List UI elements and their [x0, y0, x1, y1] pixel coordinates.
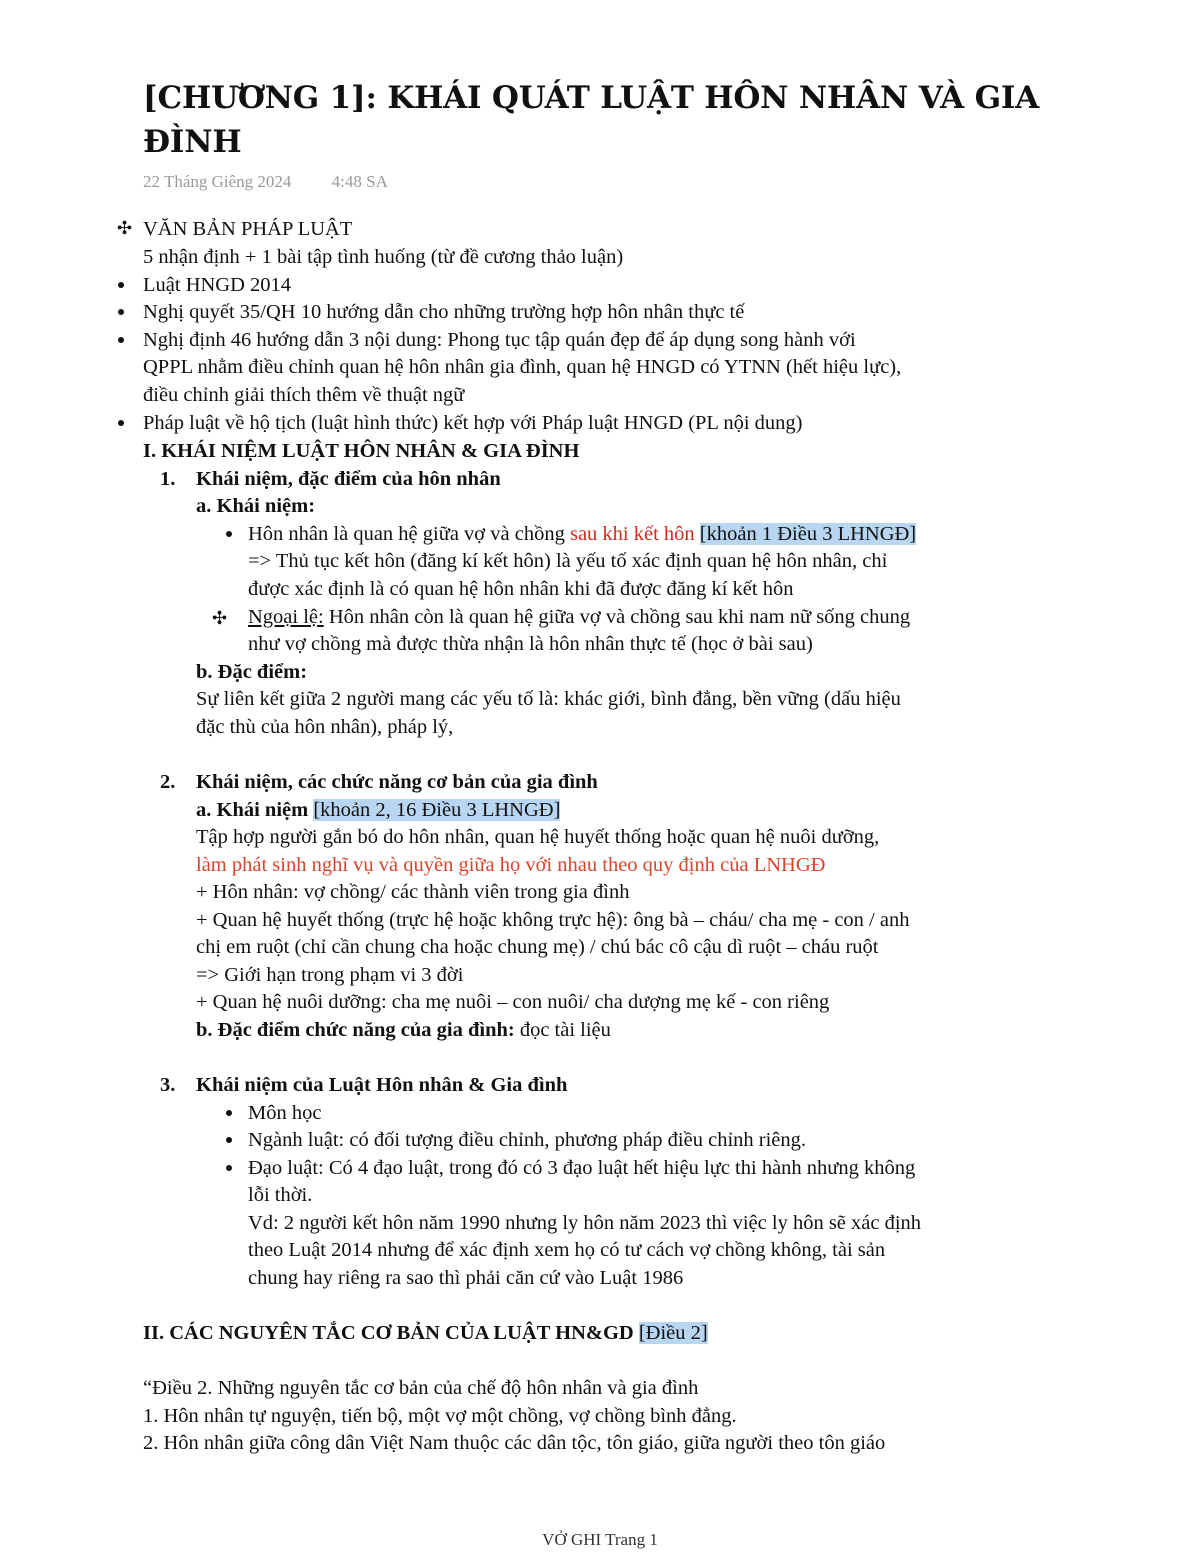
note-date: 22 Tháng Giêng 2024: [143, 172, 292, 191]
item-1-title: Khái niệm, đặc điểm của hôn nhân: [196, 468, 501, 490]
bullet-icon: [226, 1110, 232, 1116]
note-time: 4:48 SA: [331, 172, 388, 191]
subheading-b: [196, 1017, 611, 1044]
note-meta: [143, 172, 424, 192]
list-item-continuation: lỗi thời.: [248, 1184, 313, 1206]
list-item: Đạo luật: Có 4 đạo luật, trong đó có 3 đạo luật hết hiệu lực thi hành nhưng không: [248, 1157, 916, 1179]
item-2-title: Khái niệm, các chức năng cơ bản của gia đình: [196, 771, 598, 793]
subheading-a: a. Khái niệm:: [196, 495, 316, 517]
list-item: Nghị quyết 35/QH 10 hướng dẫn cho những trường hợp hôn nhân thực tế: [143, 301, 745, 323]
bullet-icon: [226, 1165, 232, 1171]
paragraph: + Quan hệ huyết thống (trực hệ hoặc không trực hệ): ông bà – cháu/ cha mẹ - con / anh: [196, 909, 910, 931]
list-item: [248, 521, 916, 548]
quote-line: 2. Hôn nhân giữa công dân Việt Nam thuộc các dân tộc, tôn giáo, giữa người theo tôn giáo: [143, 1432, 886, 1454]
list-item: Pháp luật về hộ tịch (luật hình thức) kết hợp với Pháp luật HNGD (PL nội dung): [143, 412, 803, 434]
list-item: Môn học: [248, 1102, 322, 1124]
paragraph: + Hôn nhân: vợ chồng/ các thành viên trong gia đình: [196, 881, 630, 903]
legal-reference: [Điều 2]: [638, 1322, 708, 1344]
list-item-continuation: chung hay riêng ra sao thì phải căn cứ vào Luật 1986: [248, 1267, 684, 1289]
list-item: Luật HNGD 2014: [143, 274, 292, 296]
exception-line: [248, 604, 910, 631]
paragraph: => Giới hạn trong phạm vi 3 đời: [196, 964, 464, 986]
subheading-a-label: a. Khái niệm: [196, 799, 314, 821]
bullet-icon: [118, 420, 124, 426]
item-number: 1.: [160, 468, 176, 490]
subheading-b: b. Đặc điểm:: [196, 661, 308, 683]
exception-text: Hôn nhân còn là quan hệ giữa vợ và chồng sau khi nam nữ sống chung: [323, 606, 911, 628]
item-number: 2.: [160, 771, 176, 793]
bullet-icon: [226, 531, 232, 537]
bullet-icon: [118, 309, 124, 315]
section-vb-note: 5 nhận định + 1 bài tập tình huống (từ đề cương thảo luận): [143, 246, 624, 268]
list-item-continuation: điều chỉnh giải thích thêm về thuật ngữ: [143, 384, 465, 406]
definition-text: Hôn nhân là quan hệ giữa vợ và chồng: [248, 523, 570, 545]
subheading-a: [196, 797, 560, 824]
paragraph: chị em ruột (chỉ cần chung cha hoặc chung mẹ) / chú bác cô cậu dì ruột – cháu ruột: [196, 936, 879, 958]
diamond-bullet-icon: ✣: [212, 608, 228, 628]
list-item-continuation: được xác định là có quan hệ hôn nhân khi đã được đăng kí kết hôn: [248, 578, 794, 600]
list-item-continuation: theo Luật 2014 nhưng để xác định xem họ có tư cách vợ chồng không, tài sản: [248, 1239, 886, 1261]
legal-reference: [khoản 2, 16 Điều 3 LHNGĐ]: [313, 799, 561, 821]
section-1-heading: I. KHÁI NIỆM LUẬT HÔN NHÂN & GIA ĐÌNH: [143, 440, 580, 462]
list-item: Nghị định 46 hướng dẫn 3 nội dung: Phong tục tập quán đẹp để áp dụng song hành với: [143, 329, 856, 351]
paragraph: đặc thù của hôn nhân), pháp lý,: [196, 716, 454, 738]
item-number: 3.: [160, 1074, 176, 1096]
list-item: Ngành luật: có đối tượng điều chỉnh, phương pháp điều chỉnh riêng.: [248, 1129, 807, 1151]
list-item-continuation: => Thủ tục kết hôn (đăng kí kết hôn) là yếu tố xác định quan hệ hôn nhân, chỉ: [248, 550, 888, 572]
bullet-icon: [118, 282, 124, 288]
item-3-title: Khái niệm của Luật Hôn nhân & Gia đình: [196, 1074, 568, 1096]
highlight-red-text: sau khi kết hôn: [569, 523, 695, 545]
list-item-continuation: Vd: 2 người kết hôn năm 1990 nhưng ly hôn năm 2023 thì việc ly hôn sẽ xác định: [248, 1212, 922, 1234]
section-vb-heading: VĂN BẢN PHÁP LUẬT: [143, 218, 353, 240]
paragraph: Tập hợp người gắn bó do hôn nhân, quan hệ huyết thống hoặc quan hệ nuôi dưỡng,: [196, 826, 880, 848]
paragraph: + Quan hệ nuôi dưỡng: cha mẹ nuôi – con nuôi/ cha dượng mẹ kế - con riêng: [196, 991, 830, 1013]
page-footer: VỞ GHI Trang 1: [542, 1530, 658, 1549]
exception-continuation: như vợ chồng mà được thừa nhận là hôn nhân thực tế (học ở bài sau): [248, 633, 813, 655]
paragraph: Sự liên kết giữa 2 người mang các yếu tố là: khác giới, bình đẳng, bền vững (dấu hiệu: [196, 688, 901, 710]
quote-line: 1. Hôn nhân tự nguyện, tiến bộ, một vợ một chồng, vợ chồng bình đẳng.: [143, 1405, 737, 1427]
subheading-b-label: b. Đặc điểm chức năng của gia đình:: [196, 1019, 515, 1041]
section-2-heading: [143, 1320, 708, 1347]
bullet-icon: [226, 1137, 232, 1143]
subheading-b-text: đọc tài liệu: [514, 1019, 611, 1041]
legal-reference: [khoản 1 Điều 3 LHNGĐ]: [699, 523, 917, 545]
list-item-continuation: QPPL nhằm điều chỉnh quan hệ hôn nhân gia đình, quan hệ HNGD có YTNN (hết hiệu lực),: [143, 356, 902, 378]
bullet-icon: [118, 337, 124, 343]
highlight-orange-text: làm phát sinh nghĩ vụ và quyền giữa họ với nhau theo quy định của LNHGĐ: [196, 854, 826, 876]
quote-line: “Điều 2. Những nguyên tắc cơ bản của chế độ hôn nhân và gia đình: [143, 1377, 699, 1399]
section-2-heading-text: II. CÁC NGUYÊN TẮC CƠ BẢN CỦA LUẬT HN&GD: [143, 1322, 639, 1344]
exception-label: Ngoại lệ:: [248, 606, 324, 628]
diamond-bullet-icon: ✣: [117, 218, 133, 238]
page-title: [CHƯƠNG 1]: KHÁI QUÁT LUẬT HÔN NHÂN VÀ GIA ĐÌNH: [143, 80, 1040, 160]
